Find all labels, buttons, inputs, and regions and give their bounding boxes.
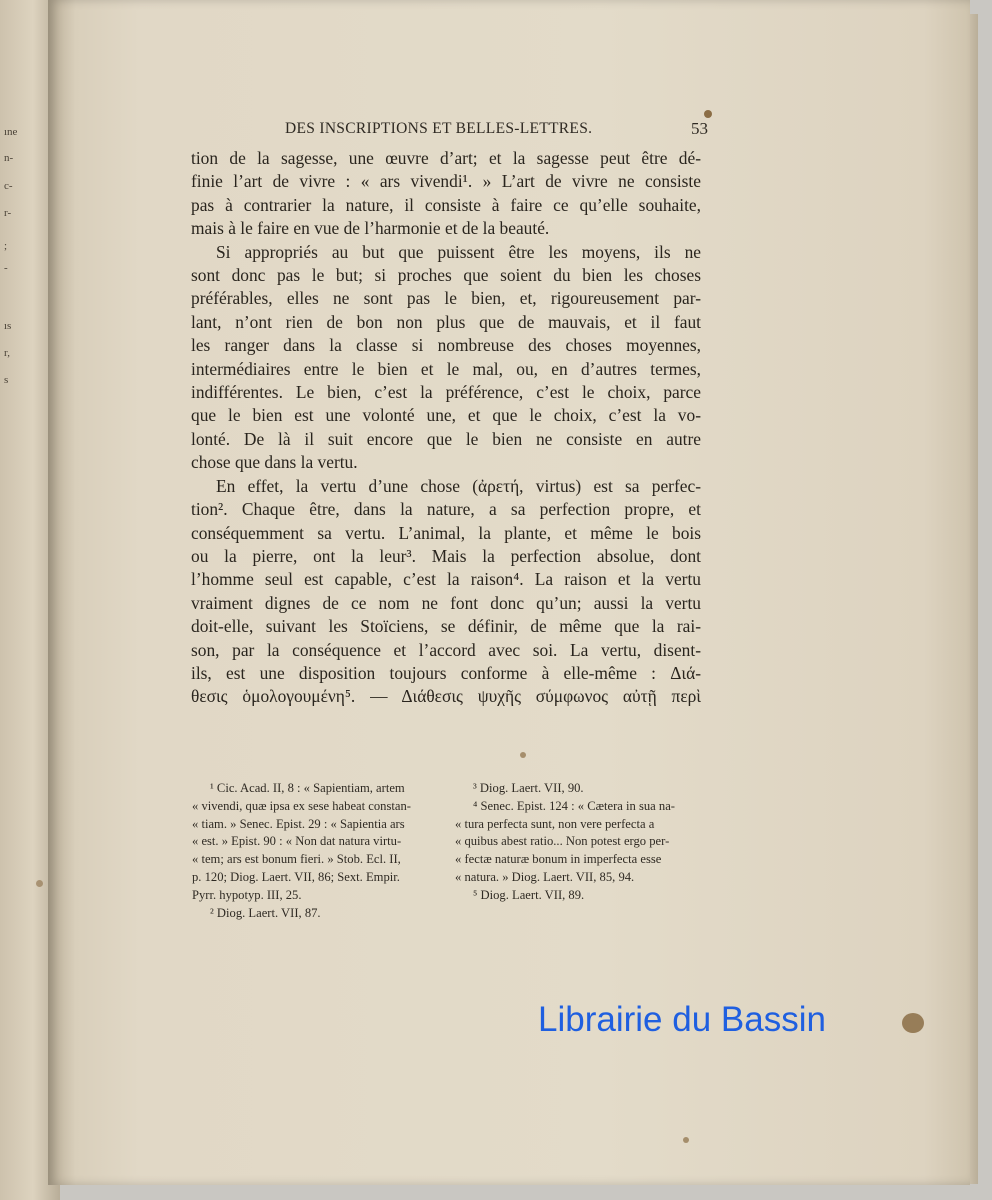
footnote-line: ² Diog. Laert. VII, 87. (210, 905, 321, 920)
body-line: sont donc pas le but; si proches que soient du bien les choses (191, 265, 701, 286)
foxing-spot (36, 880, 43, 887)
foxing-spot (520, 752, 526, 758)
body-line: finie l’art de vivre : « ars vivendi¹. » L’art de vivre ne consiste (191, 171, 701, 192)
margin-fragment: s (4, 374, 9, 386)
body-line: chose que dans la vertu. (191, 452, 358, 473)
footnote-line: ⁵ Diog. Laert. VII, 89. (473, 887, 585, 902)
body-line: tion². Chaque être, dans la nature, a sa perfection propre, et (191, 499, 701, 520)
running-header (282, 120, 710, 142)
body-line: lant, n’ont rien de bon non plus que de mauvais, et il faut (191, 311, 701, 332)
margin-fragment: ıs (4, 320, 12, 332)
body-line: indifférentes. Le bien, c’est la préférence, c’est le choix, parce (191, 382, 701, 403)
body-line: ils, est une disposition toujours conforme à elle-même : Διά- (191, 662, 701, 683)
margin-fragment: r- (4, 207, 12, 219)
footnotes-right (455, 780, 703, 905)
footnote-line: « quibus abest ratio... Non potest ergo per- (455, 834, 670, 849)
body-line: En effet, la vertu d’une chose (ἀρετή, virtus) est sa perfec- (216, 475, 701, 496)
footnote-line: ¹ Cic. Acad. II, 8 : « Sapientiam, artem (210, 781, 405, 795)
running-title: DES INSCRIPTIONS ET BELLES-LETTRES. (285, 120, 593, 137)
footnotes-left (192, 780, 443, 922)
margin-fragment: ıne (4, 126, 18, 138)
body-line: conséquemment sa vertu. L’animal, la plante, et même le bois (191, 522, 701, 543)
bookseller-watermark: Librairie du Bassin (538, 1000, 826, 1039)
footnote-line: « est. » Epist. 90 : « Non dat natura virtu- (192, 834, 402, 849)
foxing-spot (704, 110, 712, 118)
footnote-line: ⁴ Senec. Epist. 124 : « Cætera in sua na- (473, 798, 676, 813)
body-line: lonté. De là il suit encore que le bien ne consiste en autre (191, 428, 701, 449)
margin-fragment: ; (4, 240, 8, 252)
footnote-line: « natura. » Diog. Laert. VII, 85, 94. (455, 869, 635, 884)
footnote-line: « tem; ars est bonum fieri. » Stob. Ecl. II, (192, 852, 401, 867)
body-line: tion de la sagesse, une œuvre d’art; et la sagesse peut être dé- (191, 148, 701, 168)
margin-fragment: n- (4, 152, 14, 164)
body-line: doit-elle, suivant les Stoïciens, se définir, de même que la rai- (191, 616, 701, 637)
footnote-line: ³ Diog. Laert. VII, 90. (473, 781, 584, 795)
footnote-line: « fectæ naturæ bonum in imperfecta esse (455, 852, 662, 867)
body-text (191, 147, 701, 709)
foxing-spot (902, 1013, 924, 1033)
page-number: 53 (691, 119, 708, 138)
body-line: que le bien est une volonté une, et que le choix, c’est la vo- (191, 405, 701, 426)
footnote-line: « tura perfecta sunt, non vere perfecta a (455, 816, 655, 831)
footnote-line: « vivendi, quæ ipsa ex sese habeat constan- (192, 798, 411, 813)
body-line: vraiment dignes de ce nom ne font donc qu’un; aussi la vertu (191, 592, 701, 613)
footnote-line: Pyrr. hypotyp. III, 25. (192, 887, 302, 902)
body-line: son, par la conséquence et l’accord avec soi. La vertu, disent- (191, 639, 701, 660)
body-line: θεσις ὁμολογουμένη⁵. — Διάθεσις ψυχῆς σύμφωνος αὐτῇ περὶ (191, 686, 701, 707)
body-line: pas à contrarier la nature, il consiste à faire ce qu’elle souhaite, (191, 194, 701, 215)
margin-fragment: r, (4, 347, 10, 359)
body-line: les ranger dans la classe si nombreuse des choses moyennes, (191, 335, 701, 356)
body-line: préférables, elles ne sont pas le bien, et, rigoureusement par- (191, 288, 701, 309)
body-line: l’homme seul est capable, c’est la raison⁴. La raison et la vertu (191, 569, 701, 590)
margin-fragment: - (4, 262, 8, 274)
foxing-spot (683, 1137, 689, 1143)
body-line: Si appropriés au but que puissent être les moyens, ils ne (216, 241, 701, 262)
footnote-line: « tiam. » Senec. Epist. 29 : « Sapientia ars (192, 816, 405, 831)
footnote-line: p. 120; Diog. Laert. VII, 86; Sext. Empir. (192, 869, 400, 884)
body-line: ou la pierre, ont la leur³. Mais la perfection absolue, dont (191, 545, 701, 566)
body-line: intermédiaires entre le bien et le mal, ou, en d’autres termes, (191, 358, 701, 379)
body-line: mais à le faire en vue de l’harmonie et de la beauté. (191, 218, 550, 239)
margin-fragment: c- (4, 180, 13, 192)
